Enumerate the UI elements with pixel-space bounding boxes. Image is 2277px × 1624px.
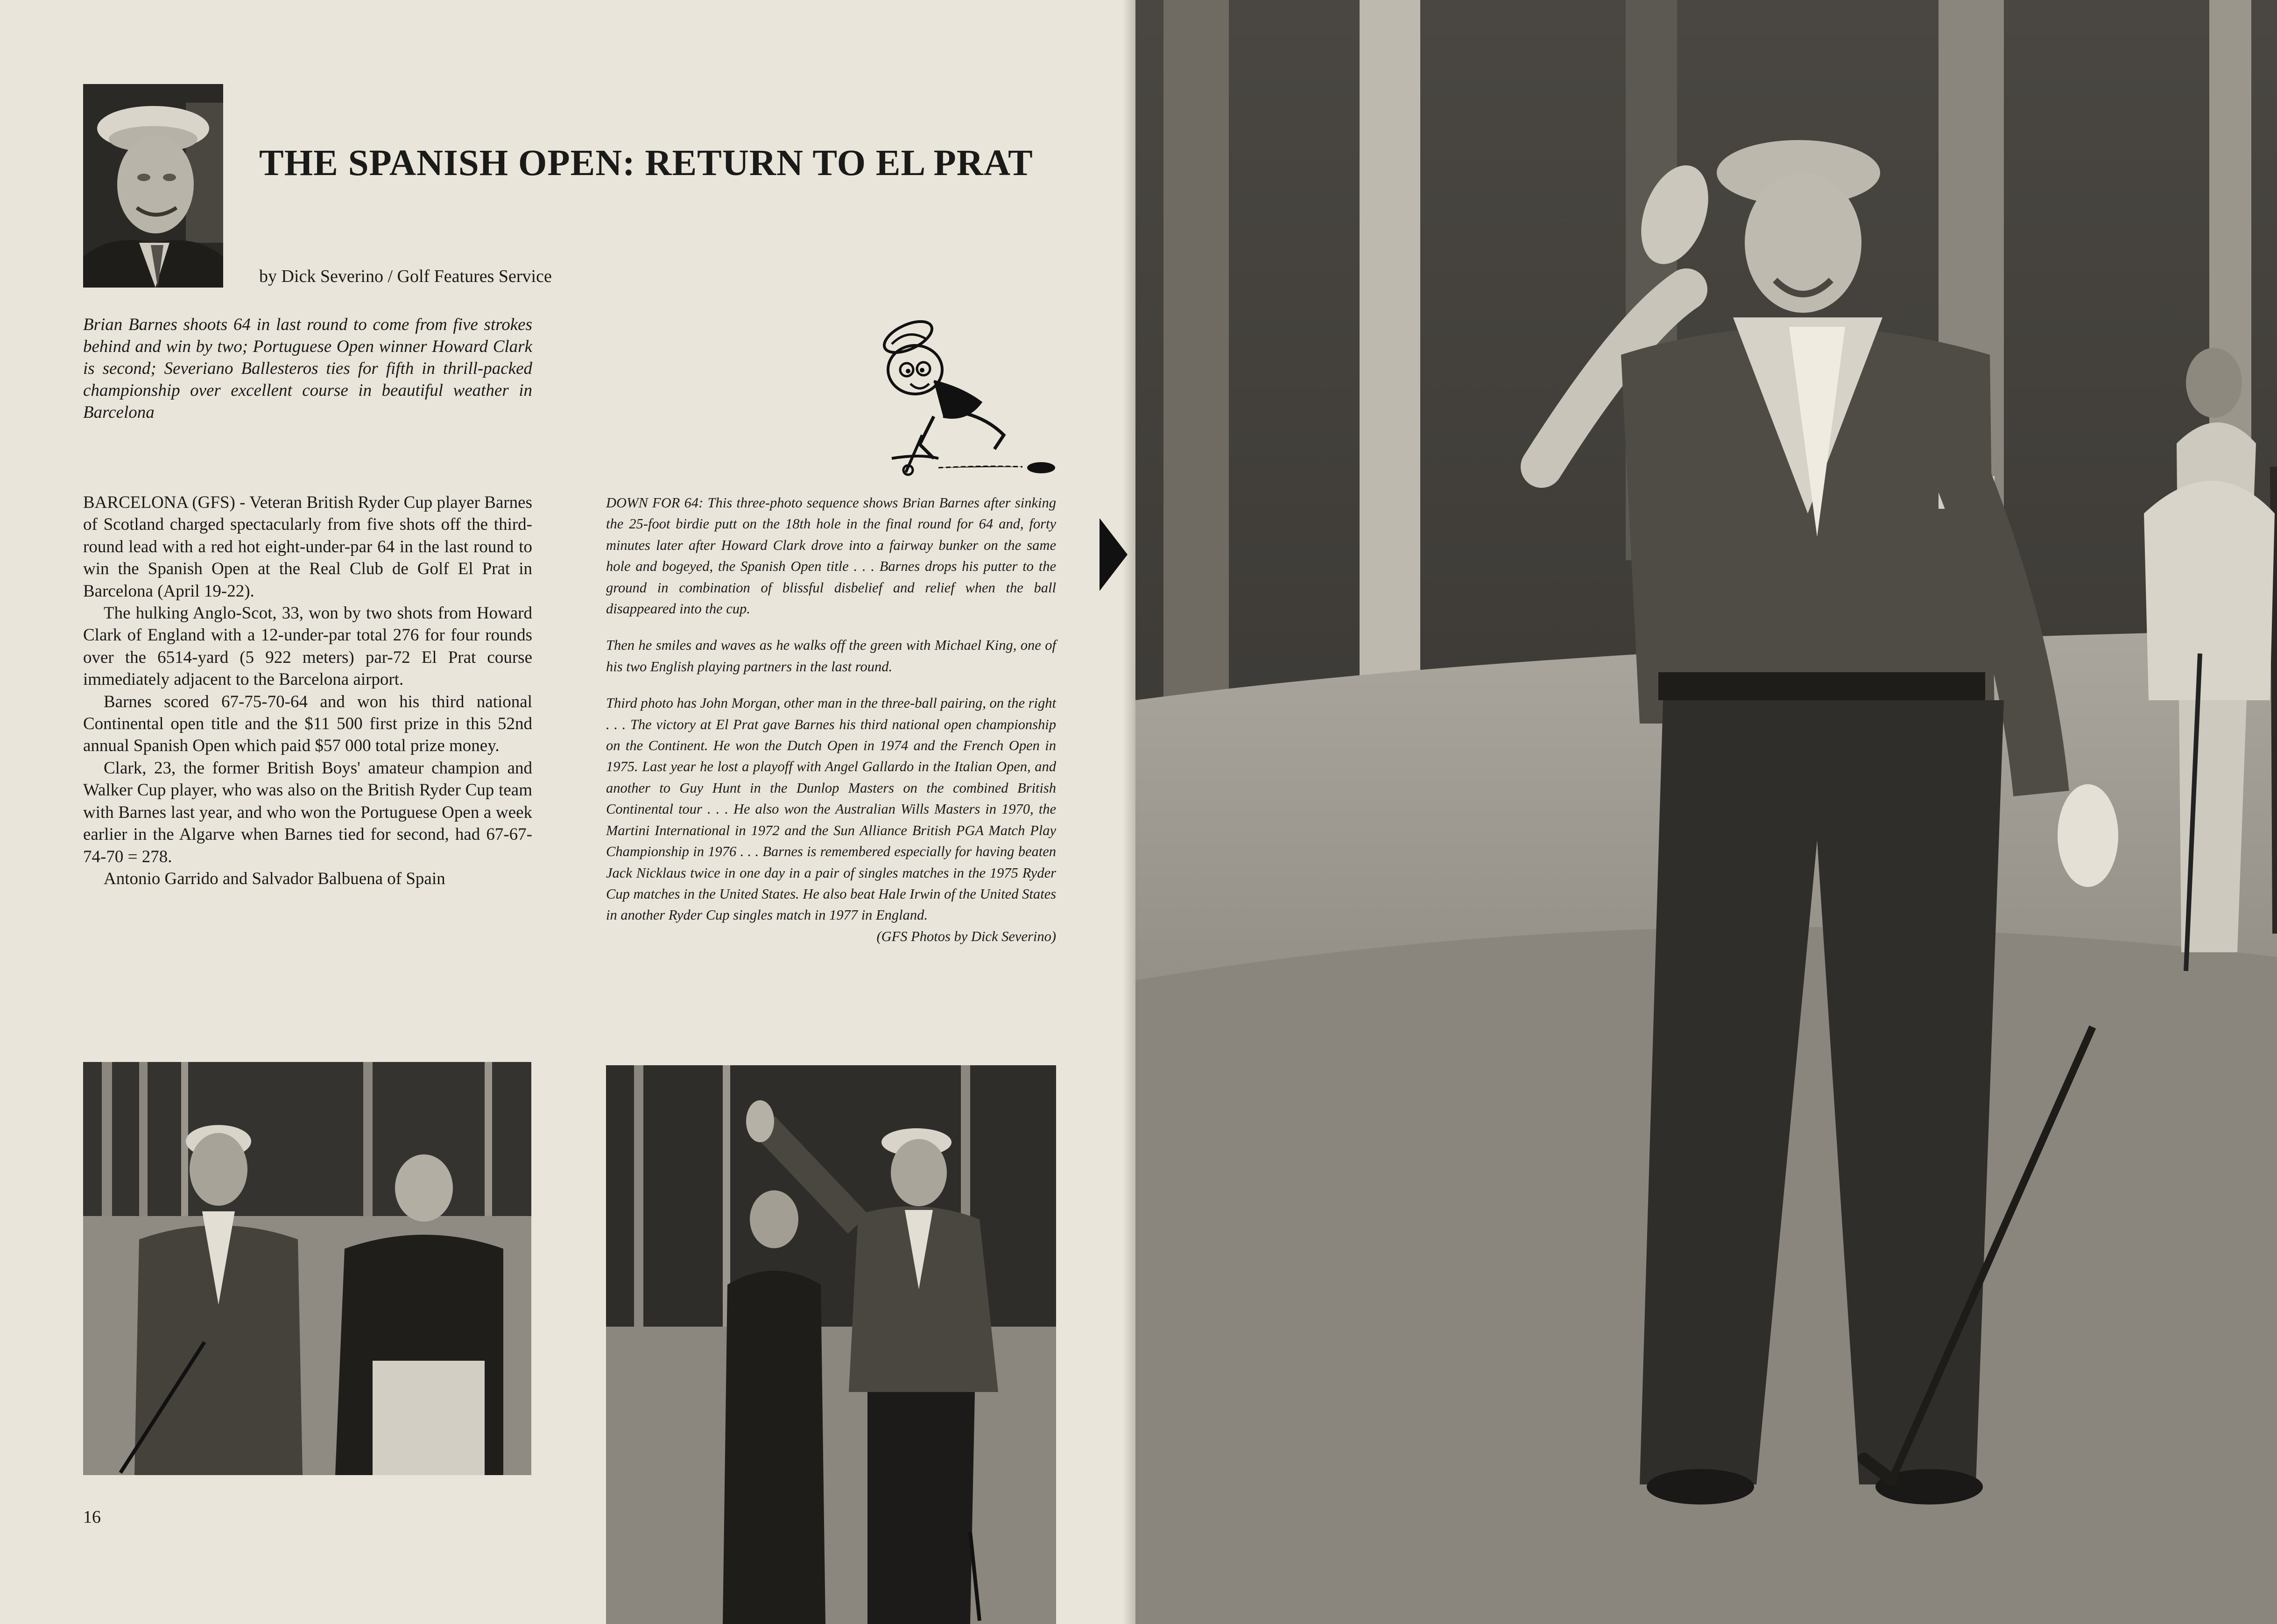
body-paragraph: BARCELONA (GFS) - Veteran British Ryder Cup player Barnes of Scotland charged spectacularly from five shots off the third-round lead with a red hot eight-under-par 64 in the last round to win the Spanish Open at the Real Club de Golf El Prat in Barcelona (April 19-22). [83, 493, 532, 601]
photo-caption-column [606, 492, 1056, 963]
caption-paragraph: DOWN FOR 64: This three-photo sequence shows Brian Barnes after sinking the 25-foot birdie putt on the 18th hole in the final round for 64 and, forty minutes later after Howard Clark drove into a fairway bunker on the same hole and bogeyed, the Spanish Open title . . . Barnes drops his putter to the ground in combination of blissful disbelief and relief when the ball disappeared into the cup. [606, 495, 1056, 617]
page-number: 16 [83, 1507, 101, 1527]
author-portrait-photo [83, 84, 223, 288]
photo-barnes-and-partner [83, 1062, 531, 1475]
body-paragraph: The hulking Anglo-Scot, 33, won by two shots from Howard Clark of England with a 12-under-par total 276 for four rounds over the 6514-yard (5 922 meters) par-72 El Prat course immediately adjacent to the Barcelona airport. [83, 604, 532, 689]
body-paragraph: Antonio Garrido and Salvador Balbuena of Spain [104, 869, 445, 888]
body-paragraph: Barnes scored 67-75-70-64 and won his third national Continental open title and the $11 500 first prize in this 52nd annual Spanish Open which paid $57 000 total prize money. [83, 692, 532, 756]
body-paragraph: Clark, 23, the former British Boys' amateur champion and Walker Cup player, who was also on the British Ryder Cup team with Barnes last year, and who won the Portuguese Open a week earlier in the Algarve when Barnes tied for second, had 67-67-74-70 = 278. [83, 758, 532, 866]
article-body-column [83, 492, 532, 890]
left-page [0, 0, 1135, 1624]
caption-paragraph [606, 693, 1056, 947]
golfer-cartoon-illustration [864, 318, 1060, 486]
photo-barnes-waving [606, 1065, 1056, 1624]
article-headline: THE SPANISH OPEN: RETURN TO EL PRAT [259, 143, 1033, 183]
photo-barnes-drops-putter [1135, 0, 2277, 1624]
article-byline: by Dick Severino / Golf Features Service [259, 267, 552, 286]
caption-text: Third photo has John Morgan, other man in the three-ball pairing, on the right . . . The victory at El Prat gave Barnes his third national open championship on the Continent. He won the Dutch Open in 1974 and the French Open in 1975. Last year he lost a playoff with Angel Gallardo in the Italian Open, and another to Guy Hunt in the Dunlop Masters on the combined British Continental tour . . . He also won the Australian Wills Masters in 1970, the Martini International in 1972 and the Sun Alliance British PGA Match Play Championship in 1976 . . . Barnes is remembered especially for having beaten Jack Nicklaus twice in one day in a pair of singles matches in the 1975 Ryder Cup matches in the United States. He also beat Hale Irwin of the United States in another Ryder Cup singles match in 1977 in England. [606, 695, 1056, 923]
article-deck: Brian Barnes shoots 64 in last round to come from five strokes behind and win by two; Portuguese Open winner Howard Clark is second; Severiano Ballesteros ties for fifth in thrill-packed championship over excellent course in beautiful weather in Barcelona [83, 315, 532, 422]
caption-paragraph: Then he smiles and waves as he walks off the green with Michael King, one of his two English playing partners in the last round. [606, 637, 1056, 675]
photo-credit: (GFS Photos by Dick Severino) [876, 928, 1056, 944]
